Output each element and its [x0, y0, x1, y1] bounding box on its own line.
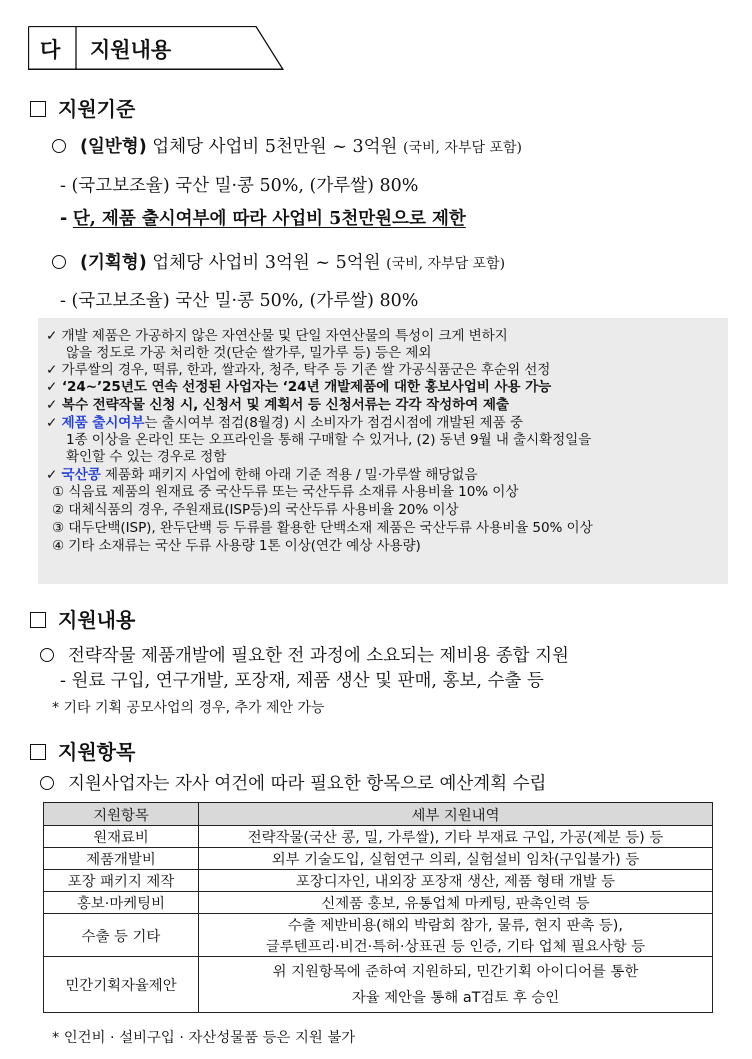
- row-detail: 신제품 홍보, 유통업체 마케팅, 판촉인력 등: [199, 892, 713, 914]
- table-header-item: 지원항목: [44, 803, 199, 826]
- sub-criterion-3: ③ 대두단백(ISP), 완두단백 등 두류를 활용한 단백소재 제품은 국산두류 사용비율 50% 이상: [52, 520, 593, 536]
- row-name: 민간기획자율제안: [44, 957, 199, 1013]
- row-detail-line: 자율 제안을 통해 aT검토 후 승인: [351, 989, 560, 1006]
- table-row: [44, 870, 713, 892]
- table-row: [44, 826, 713, 848]
- header-title: 지원내용: [90, 38, 172, 62]
- general-budget-note: (국비, 자부담 포함): [403, 140, 522, 156]
- content-heading: [30, 604, 135, 633]
- planned-budget-text: 업체당 사업비 3억원 ~ 5억원: [152, 253, 381, 273]
- general-budget-text: 업체당 사업비 5천만원 ~ 3억원: [152, 137, 398, 157]
- header-number: 다: [40, 38, 61, 62]
- note-2: ✓ 가루쌀의 경우, 떡류, 한과, 쌀과자, 청주, 탁주 등 기존 쌀 가공식품군은 후순위 선정: [46, 362, 551, 378]
- row-detail: [199, 957, 713, 1013]
- planned-ratio: - (국고보조율) 국산 밀·콩 50%, (가루쌀) 80%: [60, 291, 419, 311]
- square-bullet-icon: [30, 101, 46, 117]
- square-bullet-icon: [30, 744, 46, 760]
- note-5b: 1종 이상을 온라인 또는 오프라인을 통해 구매할 수 있거나, (2) 동년 9월 내 출시확정일을: [66, 432, 592, 448]
- table-row: [44, 957, 713, 1013]
- sub-criterion-1: ① 식음료 제품의 원재료 중 국산두류 또는 국산두류 소재류 사용비율 10% 이상: [52, 484, 519, 500]
- note-4: ✓ 복수 전략작물 신청 시, 신청서 및 계획서 등 신청서류는 각각 작성하여 제출: [46, 397, 509, 413]
- table-row: [44, 892, 713, 914]
- row-name: 제품개발비: [44, 848, 199, 870]
- general-type-line: [52, 133, 522, 158]
- row-detail: 외부 기술도입, 실험연구 의뢰, 실험설비 임차(구입불가) 등: [199, 848, 713, 870]
- check-icon: ✓: [46, 415, 58, 431]
- row-name: 수출 등 기타: [44, 914, 199, 957]
- general-limit-text: 단, 제품 출시여부에 따라 사업비 5천만원으로 제한: [72, 209, 466, 229]
- table-row: [44, 914, 713, 957]
- note-6-highlight: 국산콩: [61, 467, 101, 483]
- row-name: 원재료비: [44, 826, 199, 848]
- notes-box: [38, 318, 728, 584]
- content-text-1: 전략작물 제품개발에 필요한 전 과정에 소요되는 제비용 종합 지원: [68, 646, 569, 666]
- circle-bullet-icon: [52, 255, 66, 269]
- square-bullet-icon: [30, 612, 46, 628]
- circle-bullet-icon: [40, 776, 54, 790]
- circle-bullet-icon: [52, 139, 66, 153]
- criteria-title: 지원기준: [58, 97, 136, 121]
- note-3-rest: 는 ‘24년 개발제품에 대한 홍보사업비 사용 가능: [265, 379, 552, 395]
- table-header-detail: 세부 지원내역: [199, 803, 713, 826]
- items-title: 지원항목: [58, 740, 136, 764]
- note-5-highlight: 제품 출시여부: [61, 415, 145, 431]
- content-line-2: - 원료 구입, 연구개발, 포장재, 제품 생산 및 판매, 홍보, 수출 등: [60, 671, 544, 691]
- circle-bullet-icon: [40, 648, 54, 662]
- content-title: 지원내용: [58, 608, 136, 632]
- content-note: * 기타 기획 공모사업의 경우, 추가 제안 가능: [52, 700, 325, 716]
- note-6-text: 제품화 패키지 사업에 한해 아래 기준 적용 / 밀·가루쌀 해당없음: [104, 467, 478, 483]
- note-3-lead: ✓ ‘24~’25년도 연속 선정된 사업자: [46, 379, 265, 395]
- note-3: [46, 375, 551, 395]
- row-name: 포장 패키지 제작: [44, 870, 199, 892]
- planned-budget-note: (국비, 자부담 포함): [386, 256, 506, 272]
- row-detail: 전략작물(국산 콩, 밀, 가루쌀), 기타 부재료 구입, 가공(제분 등) 등: [199, 826, 713, 848]
- items-heading: [30, 736, 135, 765]
- general-type-label: (일반형): [80, 137, 147, 157]
- row-detail: 포장디자인, 내외장 포장재 생산, 제품 형태 개발 등: [199, 870, 713, 892]
- row-detail-line: 수출 제반비용(해외 박람회 참가, 물류, 현지 판촉 등),: [287, 918, 623, 934]
- check-icon: ✓: [46, 467, 58, 483]
- items-text-1: 지원사업자는 자사 여건에 따라 필요한 항목으로 예산계획 수립: [68, 774, 547, 794]
- note-5-text: 는 출시여부 점검(8월경) 시 소비자가 점검시점에 개발된 제품 중: [144, 415, 523, 431]
- general-limit-line: [60, 205, 466, 230]
- content-line-1: [40, 642, 569, 667]
- criteria-heading: [30, 93, 135, 122]
- general-ratio: - (국고보조율) 국산 밀·콩 50%, (가루쌀) 80%: [60, 176, 419, 196]
- sub-criterion-4: ④ 기타 소재류는 국산 두류 사용량 1톤 이상(연간 예상 사용량): [52, 538, 421, 554]
- row-detail: [199, 914, 713, 957]
- items-line-1: [40, 770, 546, 795]
- sub-criterion-2: ② 대체식품의 경우, 주원재료(ISP등)의 국산두류 사용비율 20% 이상: [52, 502, 459, 518]
- general-limit-dash: -: [60, 209, 68, 229]
- row-detail-line: 위 지원항목에 준하여 지원하되, 민간기획 아이디어를 통한: [272, 963, 639, 980]
- row-detail-line: 글루텐프리·비건·특허·상표권 등 인증, 기타 업체 필요사항 등: [265, 939, 646, 955]
- items-footnote: * 인건비 · 설비구입 · 자산성물품 등은 지원 불가: [52, 1030, 356, 1046]
- note-1b: 않을 정도로 가공 처리한 것(단순 쌀가루, 밀가루 등) 등은 제외: [66, 345, 432, 361]
- support-items-table: [43, 802, 713, 1013]
- planned-type-line: [52, 249, 505, 274]
- note-1a: ✓ 개발 제품은 가공하지 않은 자연산물 및 단일 자연산물의 특성이 크게 변하지: [46, 328, 508, 344]
- note-5c: 확인할 수 있는 경우로 정함: [66, 449, 227, 465]
- planned-type-label: (기획형): [80, 253, 147, 273]
- table-header-row: [44, 803, 713, 826]
- section-header: [28, 26, 283, 70]
- row-name: 홍보·마케팅비: [44, 892, 199, 914]
- table-row: [44, 848, 713, 870]
